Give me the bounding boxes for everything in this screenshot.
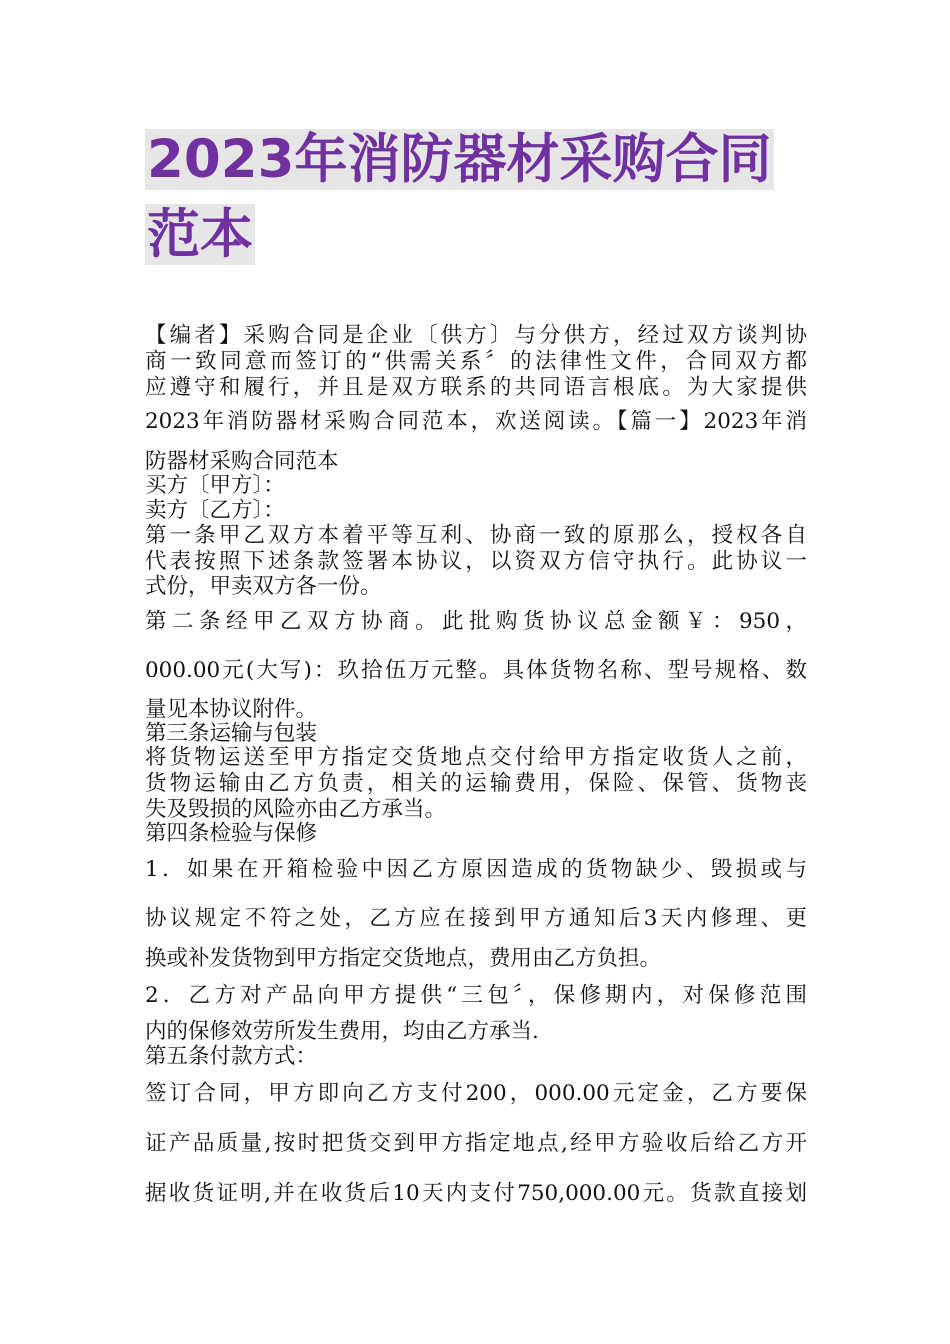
document-title-line-2: 范本 — [147, 204, 253, 265]
body-line: 应遵守和履行，并且是双方联系的共同语言根底。为大家提供 — [145, 375, 807, 400]
body-line: 量见本协议附件。 — [145, 697, 318, 722]
body-line: 代表按照下述条款签署本协议，以资双方信守执行。此协议一 — [145, 549, 807, 574]
body-line: 2023年消防器材采购合同范本，欢送阅读。【篇一】2023年消 — [145, 409, 807, 434]
body-line: 000.00元(大写)：玖拾伍万元整。具体货物名称、型号规格、数 — [145, 658, 807, 683]
body-line: 式份，甲卖双方各一份。 — [145, 574, 382, 599]
body-line: 据收货证明,并在收货后10天内支付750,000.00元。货款直接划 — [145, 1181, 807, 1206]
body-line: 第一条甲乙双方本着平等互利、协商一致的原那么，授权各自 — [145, 523, 807, 548]
body-line: 防器材采购合同范本 — [145, 449, 339, 474]
body-line: 买方〔甲方〕： — [145, 473, 285, 498]
body-line: 换或补发货物到甲方指定交货地点，费用由乙方负担。 — [145, 946, 662, 971]
body-line: 签订合同，甲方即向乙方支付200，000.00元定金，乙方要保 — [145, 1081, 807, 1106]
body-line: 第五条付款方式： — [145, 1044, 318, 1069]
body-line: 将货物运送至甲方指定交货地点交付给甲方指定收货人之前， — [145, 745, 807, 770]
body-line: 第二条经甲乙双方协商。此批购货协议总金额￥：950， — [145, 609, 807, 634]
body-line: 证产品质量,按时把货交到甲方指定地点,经甲方验收后给乙方开 — [145, 1131, 807, 1156]
body-line: 第三条运输与包装 — [145, 721, 318, 746]
body-line: 商一致同意而签订的“供需关系〞的法律性文件，合同双方都 — [145, 349, 807, 374]
body-line: 2．乙方对产品向甲方提供“三包〞，保修期内，对保修范围 — [145, 983, 807, 1008]
body-line: 1．如果在开箱检验中因乙方原因造成的货物缺少、毁损或与 — [145, 857, 807, 882]
body-line: 卖方〔乙方〕： — [145, 498, 285, 523]
body-line: 货物运输由乙方负责，相关的运输费用，保险、保管、货物丧 — [145, 771, 807, 796]
body-line: 内的保修效劳所发生费用，均由乙方承当. — [145, 1019, 539, 1044]
body-line: 失及毁损的风险亦由乙方承当。 — [145, 797, 447, 822]
body-line: 第四条检验与保修 — [145, 821, 318, 846]
document-title-line-1: 2023年消防器材采购合同 — [147, 129, 772, 190]
body-line: 【编者】采购合同是企业〔供方〕与分供方，经过双方谈判协 — [145, 323, 807, 348]
body-line: 协议规定不符之处，乙方应在接到甲方通知后3天内修理、更 — [145, 906, 807, 931]
